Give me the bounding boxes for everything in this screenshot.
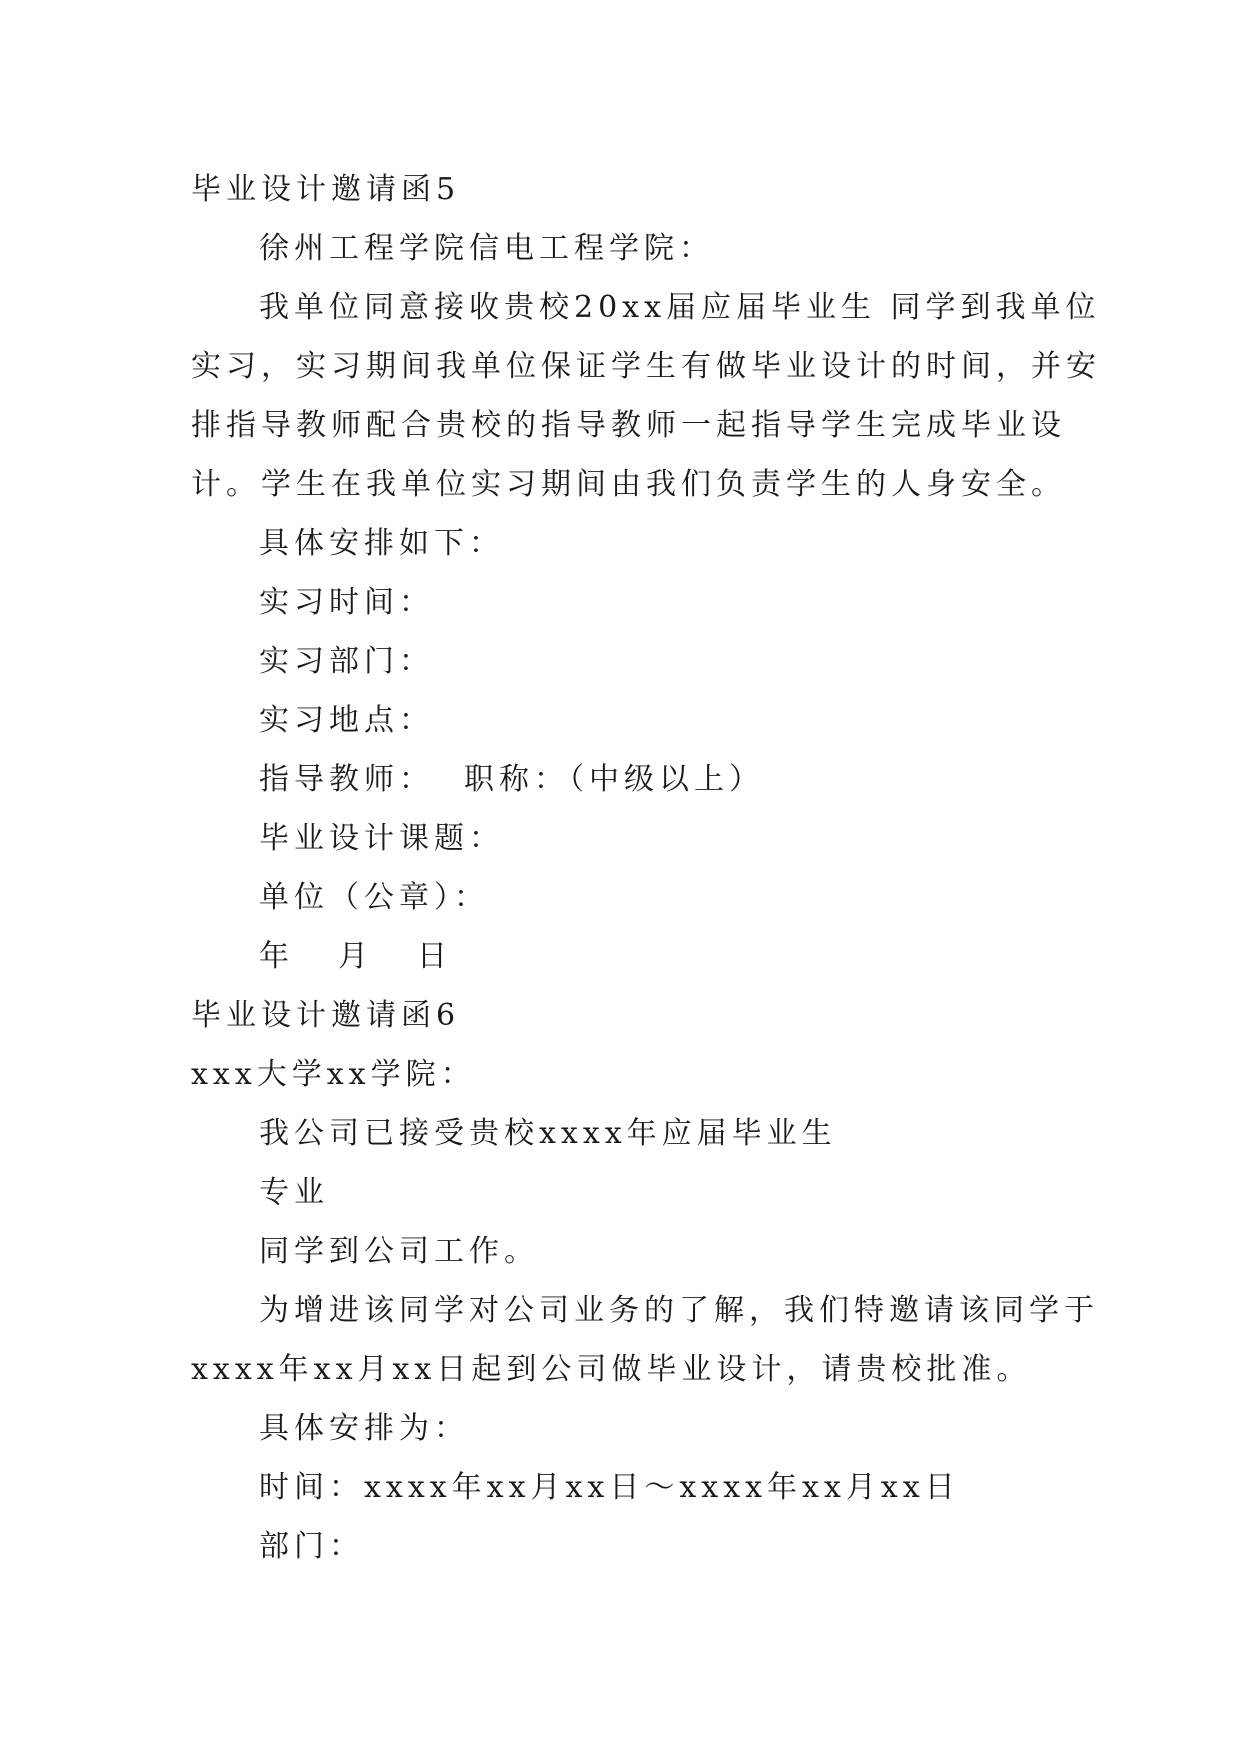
- letter5-arrangement-intro: 具体安排如下：: [259, 526, 504, 561]
- letter6-body-line: xxxx年xx月xx日起到公司做毕业设计，请贵校批准。: [191, 1352, 1032, 1387]
- letter6-body-line: 为增进该同学对公司业务的了解，我们特邀请该同学于: [259, 1293, 1099, 1328]
- letter6-arrangement-intro: 具体安排为：: [259, 1411, 469, 1446]
- letter5-date-year: 年: [259, 939, 294, 974]
- letter5-internship-time: 实习时间：: [259, 585, 434, 620]
- letter5-unit-seal: 单位（公章）：: [259, 880, 489, 915]
- document-body: [191, 160, 1101, 1576]
- letter5-body-line: 排指导教师配合贵校的指导教师一起指导学生完成毕业设: [191, 408, 1066, 443]
- letter5-body-line: 我单位同意接收贵校20xx届应届毕业生 同学到我单位: [259, 290, 1101, 325]
- letter6-time: 时间：xxxx年xx月xx日～xxxx年xx月xx日: [259, 1470, 960, 1505]
- letter5-body-line: 计。学生在我单位实习期间由我们负责学生的人身安全。: [191, 467, 1066, 502]
- letter5-internship-location: 实习地点：: [259, 703, 434, 738]
- letter6-heading: 毕业设计邀请函6: [191, 998, 461, 1033]
- letter6-salutation: xxx大学xx学院：: [191, 1057, 476, 1092]
- letter6-body-line: 同学到公司工作。: [259, 1234, 539, 1269]
- letter5-date-row: [191, 927, 1061, 986]
- letter6-dept: 部门：: [259, 1529, 364, 1564]
- letter5-heading: 毕业设计邀请函5: [191, 172, 461, 207]
- letter5-date-month: 月: [338, 939, 373, 974]
- letter5-advisor: 指导教师：: [259, 762, 434, 797]
- letter5-salutation: 徐州工程学院信电工程学院：: [259, 231, 714, 266]
- letter6-body-line: 专业: [259, 1175, 329, 1210]
- letter5-body-line: 实习，实习期间我单位保证学生有做毕业设计的时间，并安: [191, 349, 1101, 384]
- letter5-internship-dept: 实习部门：: [259, 644, 434, 679]
- letter5-date-day: 日: [417, 939, 452, 974]
- letter5-thesis-topic: 毕业设计课题：: [259, 821, 504, 856]
- letter5-advisor-row: [191, 750, 1061, 809]
- letter5-advisor-title: 职称：（中级以上）: [464, 762, 764, 797]
- letter6-body-line: 我公司已接受贵校xxxx年应届毕业生: [259, 1116, 837, 1151]
